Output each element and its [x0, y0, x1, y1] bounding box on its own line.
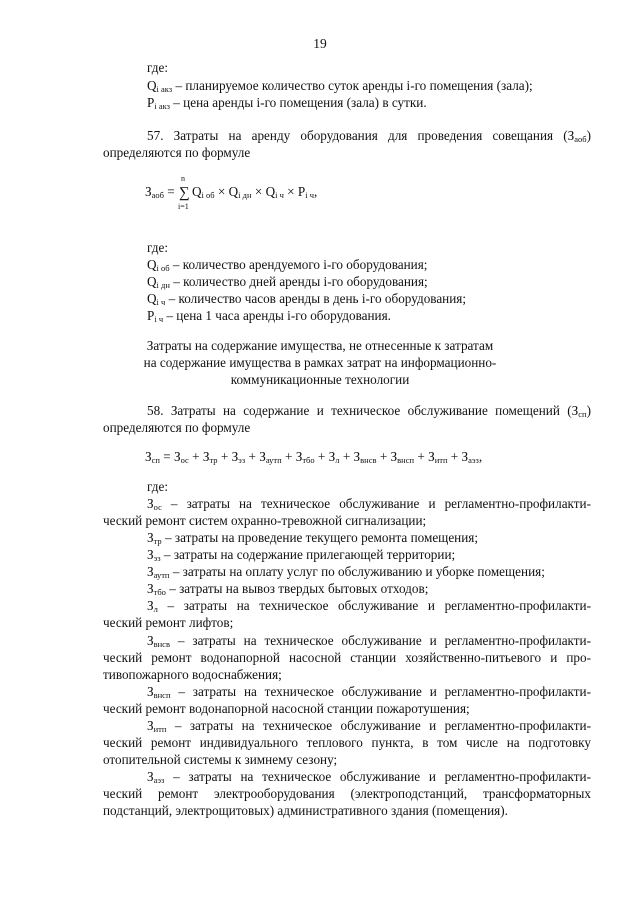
definition-line: $Q_{i об}$ – количество арендуемого i-го оборудования;	[147, 257, 428, 273]
definition-line: $Q_{i ч}$ – количество часов аренды в день i-го оборудования;	[147, 291, 467, 307]
definition-line: ческий ремонт водонапорной насосной станции хозяйственно-питьевого и про-	[103, 650, 591, 665]
definition-line: $Q_{i дн}$ – количество дней аренды i-го оборудования;	[147, 274, 428, 290]
definition-line: $P_{i ч}$ – цена 1 часа аренды i-го оборудования.	[147, 308, 391, 324]
paragraph-58-line: определяются по формуле	[103, 420, 251, 435]
definition-line: $З_{внсп}$ – затраты на техническое обслуживание и регламентно-профилакти-	[147, 684, 591, 700]
definition-line: $З_{аутп}$ – затраты на оплату услуг по обслуживанию и уборке помещения;	[147, 564, 545, 580]
definition-line: ческий ремонт систем охранно-тревожной сигнализации;	[103, 513, 427, 528]
formula-rent-equipment: $З_{аоб}$ = n ∑ i=1 $Q_{i об} \times Q_{i дн} \times Q_{i ч} \times P_{i ч}$,	[145, 174, 318, 211]
definition-line: $З_{внсв}$ – затраты на техническое обслуживание и регламентно-профилакти-	[147, 633, 591, 649]
section-heading-line: Затраты на содержание имущества, не отнесенные к затратам	[146, 338, 494, 353]
definition-line: $З_{тбо}$ – затраты на вывоз твердых бытовых отходов;	[147, 581, 429, 597]
section-heading-line: на содержание имущества в рамках затрат на информационно-	[143, 355, 497, 370]
definition-line: ческий ремонт индивидуального теплового пункта, в том числе на подготовку	[103, 735, 591, 750]
definition-line: тивопожарного водоснабжения;	[103, 667, 282, 682]
definition-line: $З_л$ – затраты на техническое обслуживание и регламентно-профилакти-	[147, 598, 591, 614]
definition-line: ческий ремонт электрооборудования (электроподстанций, трансформаторных	[103, 786, 591, 801]
definition-line: отопительной системы к зимнему сезону;	[103, 752, 338, 767]
definition-line: подстанций, электрощитовых) административного здания (помещения).	[103, 803, 508, 818]
definition-line: $З_{ос}$ – затраты на техническое обслуживание и регламентно-профилакти-	[147, 496, 591, 512]
paragraph-58-line: 58. Затраты на содержание и техническое обслуживание помещений $(З_{сп})$	[147, 403, 591, 419]
sum-operator: n ∑ i=1	[178, 174, 190, 211]
where-label: где:	[147, 240, 168, 255]
definition-line: $P_{i акз}$ – цена аренды i-го помещения (зала) в сутки.	[147, 95, 427, 111]
definition-line: $З_{тр}$ – затраты на проведение текущего ремонта помещения;	[147, 530, 479, 546]
definition-line: $З_{итп}$ – затраты на техническое обслуживание и регламентно-профилакти-	[147, 718, 591, 734]
where-label: где:	[147, 479, 168, 494]
definition-line: $З_{эз}$ – затраты на содержание прилегающей территории;	[147, 547, 456, 563]
definition-line: ческий ремонт водонапорной насосной станции пожаротушения;	[103, 701, 470, 716]
paragraph-57-line: 57. Затраты на аренду оборудования для проведения совещания $(З_{аоб})$	[147, 128, 591, 144]
definition-line: $Q_{i акз}$ – планируемое количество суток аренды i-го помещения (зала);	[147, 78, 533, 94]
page-number: 19	[313, 36, 327, 51]
formula-maintenance: $З_{сп} = З_{ос} + З_{тр} + З_{эз} + З_{аутп} + З_{тбо} + З_л + З_{внсв} + З_{внсп} + З_{итп} + З_{аэз}$,	[145, 449, 483, 465]
definition-line: $З_{аэз}$ – затраты на техническое обслуживание и регламентно-профилакти-	[147, 769, 591, 785]
paragraph-57-line: определяются по формуле	[103, 145, 251, 160]
section-heading-line: коммуникационные технологии	[230, 372, 410, 387]
where-label: где:	[147, 60, 168, 75]
definition-line: ческий ремонт лифтов;	[103, 615, 234, 630]
